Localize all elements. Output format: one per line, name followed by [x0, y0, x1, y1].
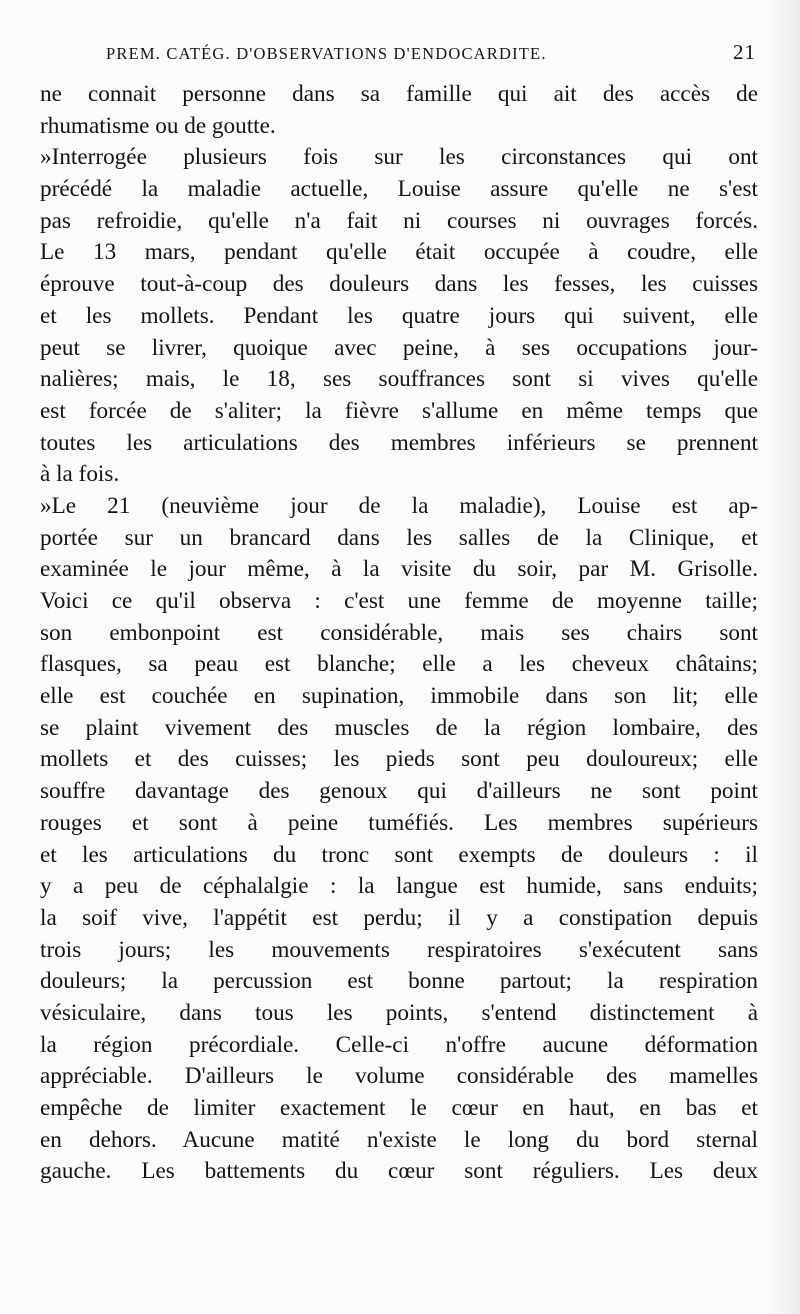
text-line: est forcée de s'aliter; la fièvre s'allume en même temps que	[40, 397, 758, 424]
text-line: douleurs; la percussion est bonne partout; la respiration	[40, 968, 758, 995]
text-line: son embonpoint est considérable, mais ses chairs sont	[40, 619, 758, 646]
text-line: Le 13 mars, pendant qu'elle était occupée à coudre, elle	[40, 239, 758, 266]
page-number: 21	[733, 40, 756, 64]
text-line: appréciable. D'ailleurs le volume considérable des mamelles	[40, 1063, 758, 1090]
text-line: peut se livrer, quoique avec peine, à ses occupations jour-	[40, 334, 758, 361]
text-line: portée sur un brancard dans les salles de la Clinique, et	[40, 524, 758, 551]
text-line: précédé la maladie actuelle, Louise assure qu'elle ne s'est	[40, 176, 758, 203]
text-line: se plaint vivement des muscles de la région lombaire, des	[40, 714, 758, 741]
text-line: y a peu de céphalalgie : la langue est humide, sans enduits;	[40, 873, 758, 900]
text-line: éprouve tout-à-coup des douleurs dans les fesses, les cuisses	[40, 271, 758, 298]
text-line: trois jours; les mouvements respiratoires s'exécutent sans	[40, 936, 758, 963]
text-line: en dehors. Aucune matité n'existe le long du bord sternal	[40, 1126, 758, 1153]
text-line: »Le 21 (neuvième jour de la maladie), Louise est ap-	[40, 492, 758, 519]
text-line: nalières; mais, le 18, ses souffrances sont si vives qu'elle	[40, 366, 758, 393]
running-header	[40, 40, 758, 72]
text-line: la région précordiale. Celle-ci n'offre aucune déformation	[40, 1031, 758, 1058]
text-line: mollets et des cuisses; les pieds sont peu douloureux; elle	[40, 746, 758, 773]
text-line: vésiculaire, dans tous les points, s'entend distinctement à	[40, 999, 758, 1026]
text-line: pas refroidie, qu'elle n'a fait ni courses ni ouvrages forcés.	[40, 207, 758, 234]
text-line: flasques, sa peau est blanche; elle a les cheveux châtains;	[40, 651, 758, 678]
text-line: »Interrogée plusieurs fois sur les circonstances qui ont	[40, 144, 758, 171]
body-text	[40, 79, 758, 1188]
text-line: souffre davantage des genoux qui d'ailleurs ne sont point	[40, 778, 758, 805]
text-line: examinée le jour même, à la visite du soir, par M. Grisolle.	[40, 556, 758, 583]
text-line: et les mollets. Pendant les quatre jours qui suivent, elle	[40, 302, 758, 329]
text-line: elle est couchée en supination, immobile dans son lit; elle	[40, 683, 758, 710]
text-line: empêche de limiter exactement le cœur en haut, en bas et	[40, 1095, 758, 1121]
page-edge-shadow	[762, 0, 800, 1314]
text-line: ne connait personne dans sa famille qui ait des accès de	[40, 81, 758, 107]
text-line: rhumatisme ou de goutte.	[40, 112, 276, 139]
text-line: rouges et sont à peine tuméfiés. Les membres supérieurs	[40, 809, 758, 836]
text-line: Voici ce qu'il observa : c'est une femme de moyenne taille;	[40, 588, 758, 614]
text-line: à la fois.	[40, 461, 120, 488]
text-line: la soif vive, l'appétit est perdu; il y a constipation depuis	[40, 904, 758, 931]
running-title: PREM. CATÉG. D'OBSERVATIONS D'ENDOCARDITE.	[106, 44, 547, 63]
text-line: toutes les articulations des membres inférieurs se prennent	[40, 429, 758, 456]
text-line: gauche. Les battements du cœur sont réguliers. Les deux	[40, 1158, 758, 1185]
text-line: et les articulations du tronc sont exempts de douleurs : il	[40, 841, 758, 868]
